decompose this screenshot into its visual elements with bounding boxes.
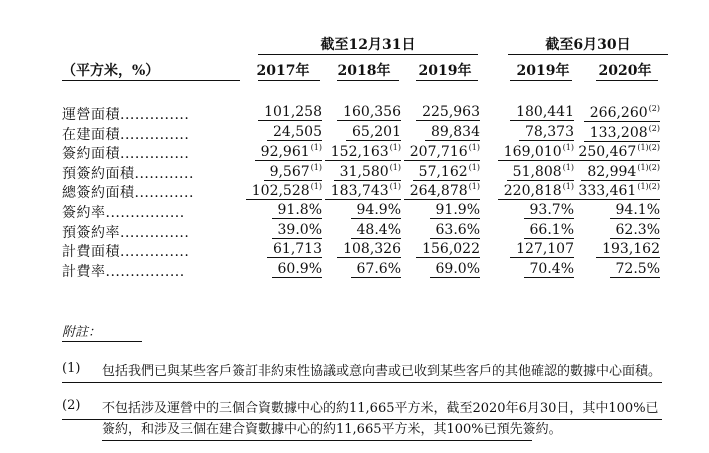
table-cell (494, 261, 574, 279)
table-cell (580, 182, 660, 200)
cell-value: 65,201 (352, 123, 401, 140)
table-cell (580, 104, 660, 122)
cell-value-group (351, 202, 401, 219)
cell-value: 156,022 (422, 241, 480, 258)
cell-value-group (610, 261, 660, 278)
table-cell (400, 261, 480, 279)
table-row (0, 202, 709, 221)
row-label: 計費面積.............. (62, 241, 240, 261)
year-header-rule (596, 80, 658, 81)
cell-value-group (572, 143, 660, 161)
table-cell (580, 241, 660, 259)
footnote-marker: (2) (648, 123, 660, 133)
table-row (0, 143, 709, 162)
year-header-rule (258, 80, 320, 81)
cell-value-group (498, 182, 574, 200)
table-cell (400, 202, 480, 220)
cell-value-group (507, 163, 574, 181)
table-cell (242, 222, 322, 240)
year-header-rule (510, 80, 572, 81)
cell-value-group (416, 241, 480, 258)
cell-value-group (498, 143, 574, 161)
cell-value: 39.0% (277, 221, 322, 238)
table-cell (580, 124, 660, 142)
cell-value-group (267, 241, 322, 258)
cell-value: 127,107 (516, 241, 574, 258)
table-cell (242, 182, 322, 200)
table-cell (580, 143, 660, 161)
row-label: 預簽約面積............ (62, 163, 240, 183)
cell-value: 169,010 (503, 144, 562, 161)
table-cell (494, 182, 574, 200)
table-cell (400, 104, 480, 122)
cell-value: 183,743 (330, 183, 389, 200)
cell-value: 91.8% (277, 202, 322, 218)
cell-value: 180,441 (516, 104, 574, 120)
note-1-rule (62, 382, 662, 383)
year-header-rule (337, 80, 399, 81)
cell-value-group (404, 182, 480, 200)
cell-value-group (524, 202, 574, 219)
table-cell (321, 202, 401, 220)
cell-value: 61,713 (273, 241, 322, 258)
year-header-rule (416, 80, 478, 81)
cell-value: 94.9% (356, 202, 401, 218)
table-cell (321, 182, 401, 200)
year-header-2018: 2018年 (337, 63, 391, 79)
table-cell (242, 261, 322, 279)
cell-value-group (337, 241, 401, 258)
cell-value: 101,258 (264, 104, 322, 120)
notes-heading-rule (62, 341, 142, 342)
cell-value: 133,208 (589, 124, 648, 141)
note-1-text: 包括我們已與某些客戶簽訂非約束性協議或意向書或已收到某些客戶的其他確認的數據中心面積。 (102, 364, 662, 379)
cell-value: 250,467 (578, 144, 637, 161)
cell-value: 264,878 (409, 183, 468, 200)
cell-value: 9,567 (269, 163, 310, 180)
table-cell (242, 104, 322, 122)
table-row (0, 261, 709, 280)
table-cell (321, 104, 401, 122)
group-header-jun30: 截至6月30日 (545, 37, 631, 53)
table-cell (494, 124, 574, 142)
table-row (0, 124, 709, 143)
cell-value: 60.9% (277, 260, 322, 277)
cell-value: 66.1% (529, 221, 574, 238)
table-row (0, 241, 709, 260)
cell-value: 72.5% (615, 260, 660, 277)
row-label: 計費率................ (62, 261, 240, 281)
table-cell (494, 163, 574, 181)
table-cell (400, 143, 480, 161)
cell-value-group (430, 222, 480, 239)
note-2-rule (62, 419, 662, 420)
cell-value-group (351, 261, 401, 278)
cell-value: 70.4% (529, 260, 574, 277)
cell-value-group (413, 163, 480, 181)
footnote-marker: (1) (310, 162, 322, 172)
cell-value-group (346, 124, 401, 141)
cell-value-group (272, 202, 322, 219)
cell-value-group (272, 222, 322, 239)
note-2-number: (2) (62, 398, 81, 413)
table-cell (494, 143, 574, 161)
cell-value-group (272, 261, 322, 278)
cell-value: 69.0% (435, 260, 480, 277)
year-header-2020-jun: 2020年 (598, 63, 652, 79)
table-row (0, 163, 709, 182)
footnote-marker: (2) (648, 104, 660, 113)
cell-value-group (404, 143, 480, 161)
cell-value-group (584, 104, 660, 122)
table-cell (494, 104, 574, 122)
table-cell (321, 124, 401, 142)
table-cell (242, 202, 322, 220)
cell-value: 63.6% (435, 221, 480, 238)
cell-value-group (596, 241, 660, 258)
cell-value: 266,260 (589, 105, 648, 121)
table-cell (400, 222, 480, 240)
cell-value-group (572, 182, 660, 200)
cell-value: 108,326 (343, 241, 401, 258)
row-label: 在建面積.............. (62, 124, 240, 144)
cell-value: 193,162 (602, 241, 660, 258)
row-label: 總簽約面積............ (62, 182, 240, 202)
note-1-number: (1) (62, 361, 81, 376)
row-label: 運營面積.............. (62, 104, 240, 124)
table-cell (400, 182, 480, 200)
year-header-2019: 2019年 (418, 63, 472, 79)
cell-value-group (337, 104, 401, 121)
cell-value: 207,716 (409, 144, 468, 161)
table-cell (242, 241, 322, 259)
cell-value: 82,994 (587, 163, 637, 180)
cell-value-group (584, 124, 660, 142)
footnote-marker: (1) (562, 162, 574, 172)
cell-value: 48.4% (356, 221, 401, 238)
table-row (0, 182, 709, 201)
unit-label: （平方米，%） (62, 63, 160, 79)
table-cell (494, 202, 574, 220)
cell-value: 225,963 (422, 104, 480, 120)
cell-value-group (325, 182, 401, 200)
footnote-marker: (1) (562, 182, 574, 192)
cell-value: 152,163 (330, 144, 389, 161)
cell-value-group (258, 104, 322, 121)
table-cell (494, 241, 574, 259)
group-header-jun30-rule (508, 54, 668, 55)
table-cell (580, 222, 660, 240)
footnote-marker: (1) (389, 143, 401, 153)
table-cell (321, 241, 401, 259)
cell-value-group (610, 222, 660, 239)
table-cell (580, 261, 660, 279)
cell-value-group (610, 202, 660, 219)
table-cell (242, 163, 322, 181)
cell-value: 102,528 (251, 183, 310, 200)
cell-value: 333,461 (578, 183, 637, 200)
footnote-marker: (1)(2) (637, 182, 660, 192)
note-2-rule (102, 440, 532, 441)
cell-value: 220,818 (503, 183, 562, 200)
cell-value: 62.3% (615, 221, 660, 238)
footnote-marker: (1) (468, 143, 480, 153)
cell-value: 91.9% (435, 202, 480, 218)
table-cell (321, 261, 401, 279)
footnote-marker: (1) (562, 143, 574, 153)
table-cell (580, 202, 660, 220)
cell-value-group (416, 104, 480, 121)
year-header-2017: 2017年 (256, 63, 310, 79)
table-cell (494, 222, 574, 240)
table-cell (321, 143, 401, 161)
table-cell (400, 163, 480, 181)
footnote-marker: (1) (310, 182, 322, 192)
cell-value: 31,580 (339, 163, 389, 180)
footnote-marker: (1) (389, 182, 401, 192)
cell-value: 92,961 (260, 144, 310, 161)
cell-value-group (351, 222, 401, 239)
table-cell (321, 222, 401, 240)
table-cell (400, 241, 480, 259)
cell-value: 24,505 (273, 123, 322, 140)
cell-value-group (519, 124, 574, 141)
cell-value: 57,162 (418, 163, 468, 180)
cell-value-group (581, 163, 660, 181)
footnote-marker: (1) (468, 182, 480, 192)
table-row (0, 104, 709, 123)
table-row (0, 222, 709, 241)
cell-value: 78,373 (525, 123, 574, 140)
note-2-text: 不包括涉及運營中的三個合資數據中心的約11,665平方米，截至2020年6月30日，其中100%已簽約，和涉及三個在建合資數據中心的約11,665平方米，其100%已預先簽約。 (102, 401, 659, 437)
table-cell (242, 124, 322, 142)
group-header-dec31: 截至12月31日 (320, 37, 416, 53)
footnote-marker: (1) (468, 162, 480, 172)
cell-value-group (430, 261, 480, 278)
year-header-2019-jun: 2019年 (516, 63, 570, 79)
cell-value-group (267, 124, 322, 141)
cell-value-group (430, 202, 480, 219)
cell-value-group (325, 143, 401, 161)
cell-value: 94.1% (615, 202, 660, 218)
cell-value-group (510, 241, 574, 258)
cell-value: 51,808 (512, 163, 562, 180)
table-cell (321, 163, 401, 181)
unit-label-rule (62, 80, 240, 81)
footnote-marker: (1) (389, 162, 401, 172)
cell-value-group (264, 163, 322, 181)
cell-value-group (246, 182, 322, 200)
cell-value: 67.6% (356, 260, 401, 277)
footnote-marker: (1)(2) (637, 143, 660, 153)
row-label: 簽約面積.............. (62, 143, 240, 163)
cell-value-group (334, 163, 401, 181)
footnote-marker: (1)(2) (637, 162, 660, 172)
notes-heading: 附註： (62, 325, 102, 340)
table-cell (580, 163, 660, 181)
cell-value: 160,356 (343, 104, 401, 120)
cell-value-group (510, 104, 574, 121)
cell-value-group (255, 143, 322, 161)
row-label: 簽約率................ (62, 202, 240, 222)
cell-value-group (524, 222, 574, 239)
cell-value: 89,834 (431, 123, 480, 140)
table-cell (400, 124, 480, 142)
table-cell (242, 143, 322, 161)
row-label: 預簽約率.............. (62, 222, 240, 242)
cell-value: 93.7% (529, 202, 574, 218)
cell-value-group (524, 261, 574, 278)
cell-value-group (425, 124, 480, 141)
group-header-dec31-rule (258, 54, 478, 55)
footnote-marker: (1) (310, 143, 322, 153)
